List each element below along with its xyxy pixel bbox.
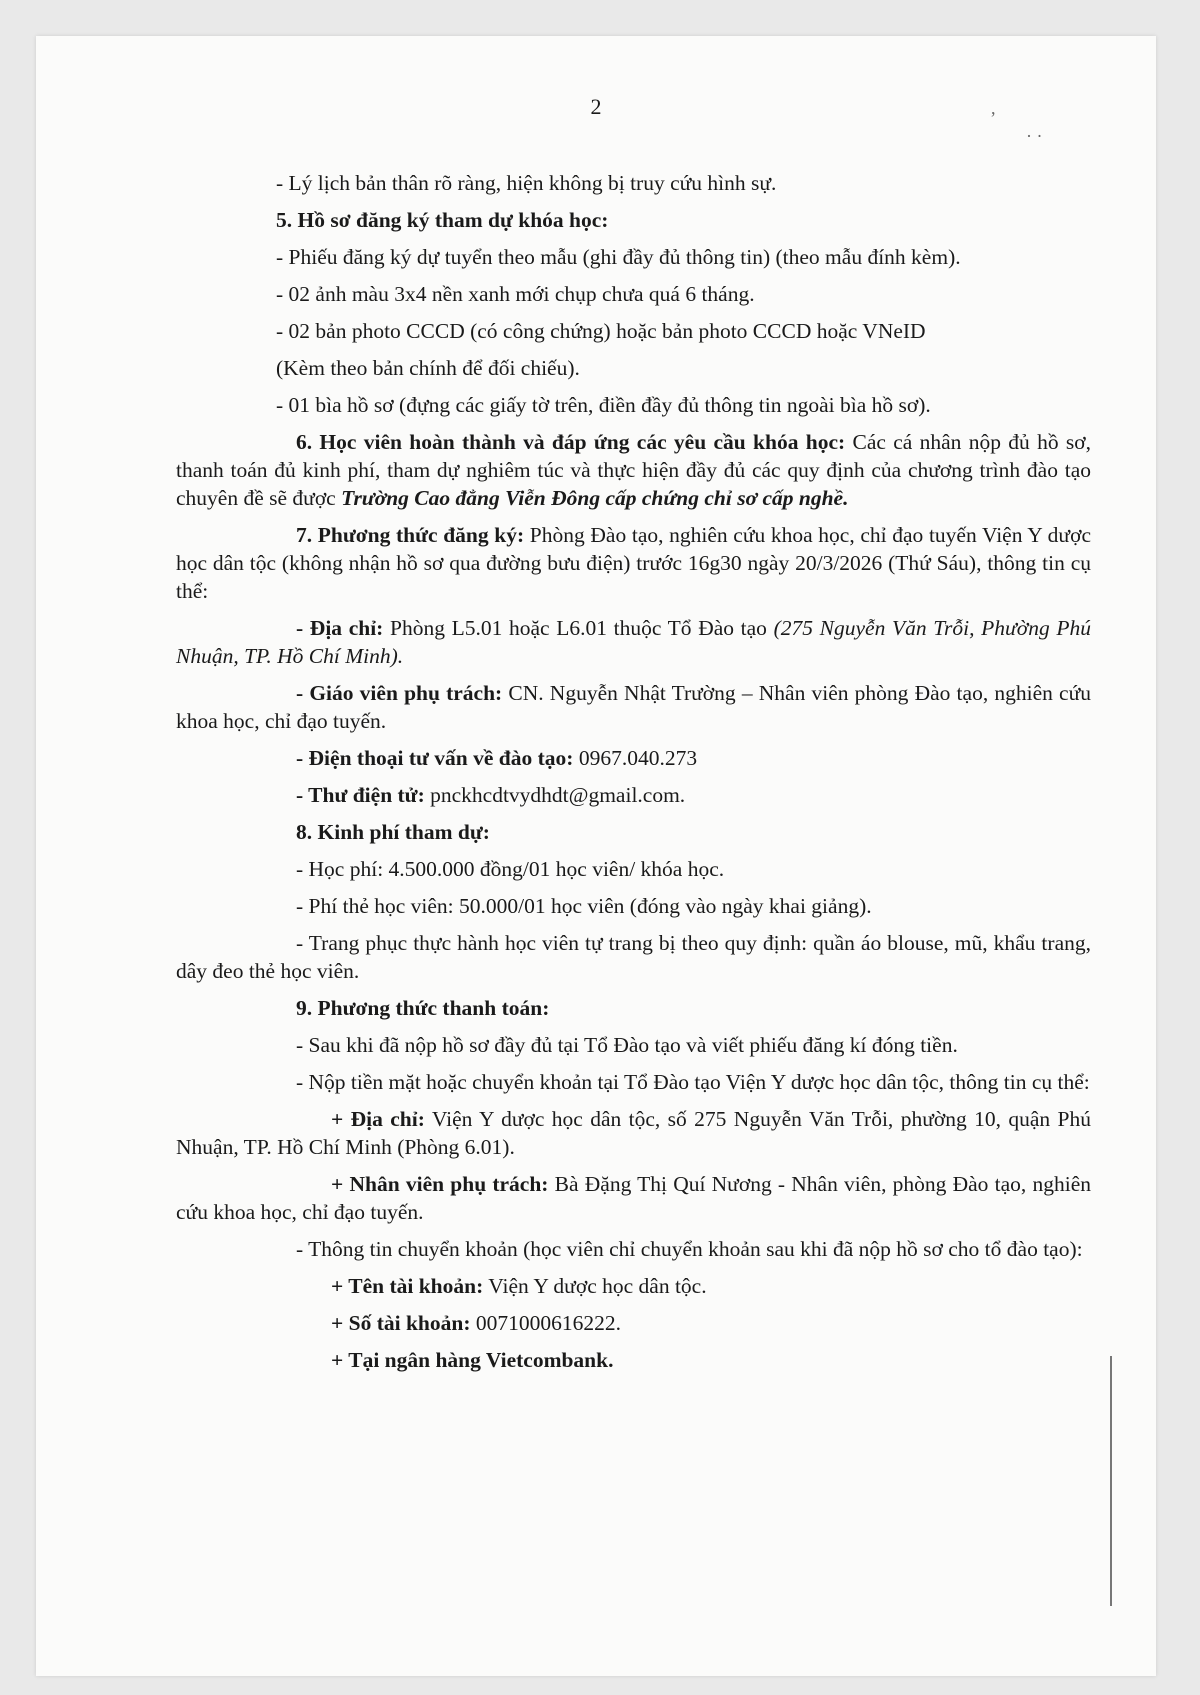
document-body	[176, 131, 1091, 1374]
account-name-row	[176, 1272, 1091, 1300]
scan-speck: ,	[991, 98, 996, 118]
email-label: - Thư điện tử:	[296, 783, 425, 807]
section-6-paragraph	[176, 428, 1091, 512]
bank-name: + Tại ngân hàng Vietcombank.	[331, 1348, 614, 1372]
section-7-email	[176, 781, 1091, 809]
section-9-transfer-info: - Thông tin chuyển khoản (học viên chỉ chuyển khoản sau khi đã nộp hồ sơ cho tổ đào tạo):	[296, 1237, 1083, 1261]
section-6-emphasis: Trường Cao đẳng Viễn Đông cấp chứng chỉ sơ cấp nghề.	[341, 486, 849, 510]
section-5-item-cont: (Kèm theo bản chính để đối chiếu).	[276, 356, 580, 380]
section-5-item: - Phiếu đăng ký dự tuyển theo mẫu (ghi đầy đủ thông tin) (theo mẫu đính kèm).	[276, 245, 961, 269]
section-5-item: - 01 bìa hồ sơ (đựng các giấy tờ trên, điền đầy đủ thông tin ngoài bìa hồ sơ).	[276, 393, 931, 417]
address-italic: (275 Nguyễn Văn Trỗi, Phường Phú Nhuận, TP. Hồ Chí Minh).	[176, 616, 1092, 668]
section-7-paragraph	[176, 521, 1091, 605]
section-4-last-item: - Lý lịch bản thân rõ ràng, hiện không bị truy cứu hình sự.	[276, 171, 777, 195]
account-number-label: + Số tài khoản:	[331, 1311, 471, 1335]
teacher-label: - Giáo viên phụ trách:	[296, 681, 503, 705]
section-8-item: - Học phí: 4.500.000 đồng/01 học viên/ khóa học.	[296, 857, 725, 881]
account-number: 0071000616222.	[470, 1311, 621, 1335]
scan-speck: · ·	[1026, 126, 1043, 146]
section-5-item: - 02 bản photo CCCD (có công chứng) hoặc bản photo CCCD hoặc VNeID	[276, 319, 926, 343]
address-text: Phòng L5.01 hoặc L6.01 thuộc Tổ Đào tạo	[383, 616, 774, 640]
staff-label: + Nhân viên phụ trách:	[331, 1172, 549, 1196]
section-7-address	[176, 614, 1091, 670]
section-8-heading: 8. Kinh phí tham dự:	[296, 820, 490, 844]
section-7-heading: 7. Phương thức đăng ký:	[296, 523, 525, 547]
section-7-phone	[176, 744, 1091, 772]
phone-number: 0967.040.273	[573, 746, 698, 770]
section-9-staff	[176, 1170, 1091, 1226]
section-7-text: Phòng Đào tạo, nghiên cứu khoa học, chỉ đạo tuyến Viện Y dược học dân tộc (không nhận hồ sơ qua đường bưu điện) trước 16g30 ngày 20/3/2026 (Thứ Sáu), thông tin cụ thể:	[176, 523, 1091, 603]
document-page	[36, 36, 1156, 1676]
section-9-item: - Nộp tiền mặt hoặc chuyển khoản tại Tổ Đào tạo Viện Y dược học dân tộc, thông tin cụ thể:	[296, 1070, 1090, 1094]
section-9-address	[176, 1105, 1091, 1161]
account-name-label: + Tên tài khoản:	[331, 1274, 484, 1298]
account-name: Viện Y dược học dân tộc.	[483, 1274, 707, 1298]
address-label: - Địa chỉ:	[296, 616, 384, 640]
section-6-heading: 6. Học viên hoàn thành và đáp ứng các yêu cầu khóa học:	[296, 430, 846, 454]
section-8-item: - Trang phục thực hành học viên tự trang bị theo quy định: quần áo blouse, mũ, khẩu trang, dây đeo thẻ học viên.	[176, 931, 1091, 983]
section-5-heading: 5. Hồ sơ đăng ký tham dự khóa học:	[276, 208, 609, 232]
payment-address-label: + Địa chỉ:	[331, 1107, 425, 1131]
scan-edge-line	[1110, 1356, 1112, 1606]
teacher-text: CN. Nguyễn Nhật Trường – Nhân viên phòng Đào tạo, nghiên cứu khoa học, chỉ đạo tuyến.	[176, 681, 1091, 733]
page-number: 2	[590, 94, 602, 119]
section-7-teacher	[176, 679, 1091, 735]
section-8-item: - Phí thẻ học viên: 50.000/01 học viên (đóng vào ngày khai giảng).	[296, 894, 872, 918]
payment-address-text: Viện Y dược học dân tộc, số 275 Nguyễn Văn Trỗi, phường 10, quận Phú Nhuận, TP. Hồ Chí Minh (Phòng 6.01).	[176, 1107, 1091, 1159]
section-9-heading: 9. Phương thức thanh toán:	[296, 996, 550, 1020]
account-number-row	[176, 1309, 1091, 1337]
phone-label: - Điện thoại tư vấn về đào tạo:	[296, 746, 574, 770]
section-5-item: - 02 ảnh màu 3x4 nền xanh mới chụp chưa quá 6 tháng.	[276, 282, 755, 306]
section-6-text: Các cá nhân nộp đủ hồ sơ, thanh toán đủ kinh phí, tham dự nghiêm túc và thực hiện đầy đủ các quy định của chương trình đào tạo chuyên đề sẽ được	[176, 430, 1092, 510]
email-address: pnckhcdtvydhdt@gmail.com.	[424, 783, 686, 807]
section-9-item: - Sau khi đã nộp hồ sơ đầy đủ tại Tổ Đào tạo và viết phiếu đăng kí đóng tiền.	[296, 1033, 958, 1057]
staff-text: Bà Đặng Thị Quí Nương - Nhân viên, phòng Đào tạo, nghiên cứu khoa học, chỉ đạo tuyến.	[176, 1172, 1091, 1224]
